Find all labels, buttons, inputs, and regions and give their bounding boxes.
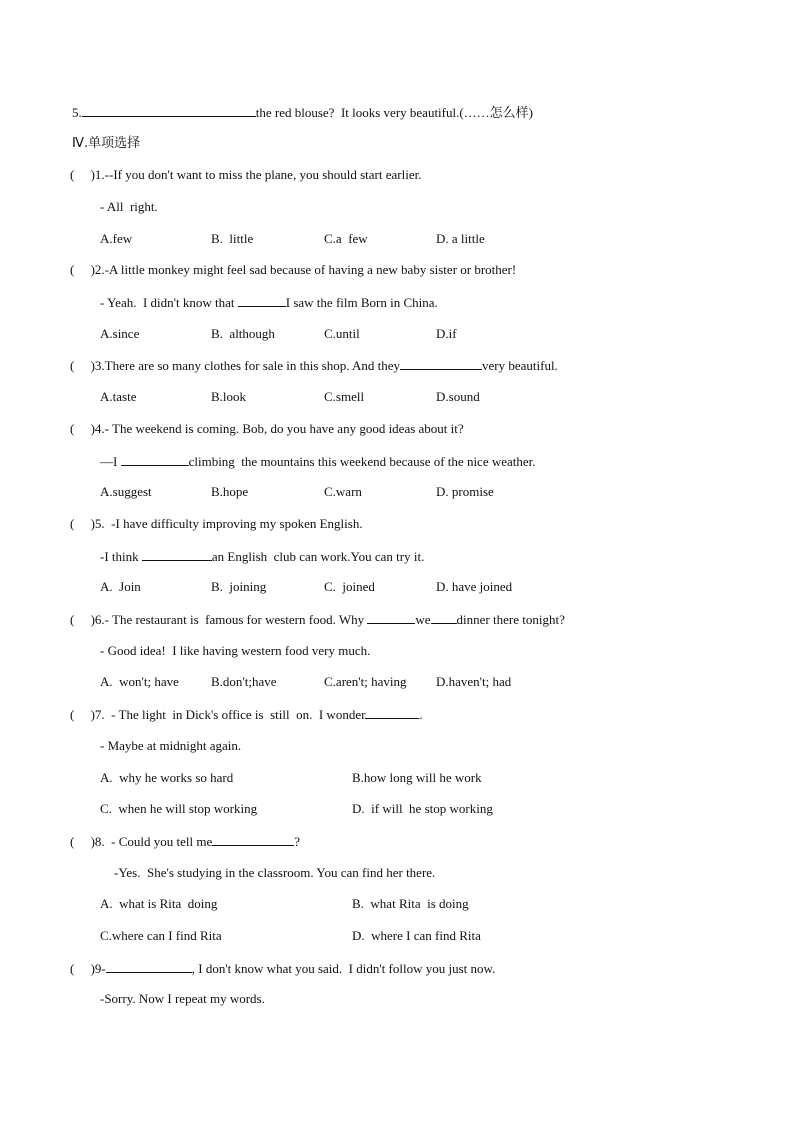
question-stem: dinner there tonight? — [456, 612, 565, 627]
question-stem: 3.There are so many clothes for sale in this shop. And they — [94, 358, 400, 373]
option-a[interactable]: A. won't; have — [100, 674, 179, 689]
reply-text: an English club can work.You can try it. — [211, 549, 425, 564]
answer-paren[interactable]: ( ) — [70, 516, 95, 531]
question-reply: - Good idea! I like having western food very much. — [100, 643, 371, 658]
option-b[interactable]: B. although — [211, 326, 275, 341]
question-stem: very beautiful. — [482, 358, 558, 373]
option-d[interactable]: D.sound — [436, 389, 480, 404]
question-stem: we — [415, 612, 431, 627]
option-d[interactable]: D. where I can find Rita — [352, 928, 481, 943]
question-stem: 8. - Could you tell me — [94, 834, 213, 849]
fill-question-number: 5. — [72, 105, 82, 120]
fill-question-text: the red blouse? It looks very beautiful.(……怎么样) — [255, 105, 534, 120]
question-reply — [100, 453, 536, 470]
option-b[interactable]: B. joining — [211, 579, 267, 594]
option-d[interactable]: D.if — [436, 326, 457, 341]
answer-paren[interactable]: ( ) — [70, 612, 95, 627]
answer-blank[interactable] — [367, 611, 415, 624]
reply-text: climbing the mountains this weekend because of the nice weather. — [188, 454, 536, 469]
answer-blank[interactable] — [400, 357, 482, 370]
answer-paren[interactable]: ( ) — [70, 707, 95, 722]
question-7 — [70, 706, 423, 723]
question-6 — [70, 611, 565, 628]
answer-blank[interactable] — [365, 706, 419, 719]
question-stem: 5. -I have difficulty improving my spoken English. — [94, 516, 363, 531]
option-b[interactable]: B. what Rita is doing — [352, 896, 469, 911]
answer-blank[interactable] — [142, 548, 212, 561]
question-stem: 4.- The weekend is coming. Bob, do you have any good ideas about it? — [94, 421, 464, 436]
option-c[interactable]: C.aren't; having — [324, 674, 407, 689]
option-a[interactable]: A. what is Rita doing — [100, 896, 218, 911]
answer-paren[interactable]: ( ) — [70, 421, 95, 436]
option-b[interactable]: B.look — [211, 389, 247, 404]
question-5 — [70, 516, 363, 532]
question-reply: - Maybe at midnight again. — [100, 738, 242, 753]
question-stem: 6.- The restaurant is famous for western food. Why — [94, 612, 368, 627]
option-a[interactable]: A.suggest — [100, 484, 152, 499]
answer-paren[interactable]: ( ) — [70, 961, 95, 976]
option-c[interactable]: C. when he will stop working — [100, 801, 258, 816]
option-c[interactable]: C.warn — [324, 484, 362, 499]
answer-paren[interactable]: ( ) — [70, 834, 95, 849]
question-stem: ? — [294, 834, 301, 849]
question-stem: 2.-A little monkey might feel sad because of having a new baby sister or brother! — [94, 262, 517, 277]
option-a[interactable]: A. why he works so hard — [100, 770, 234, 785]
option-c[interactable]: C.until — [324, 326, 360, 341]
answer-paren[interactable]: ( ) — [70, 358, 95, 373]
question-9 — [70, 960, 495, 977]
fill-question-5 — [72, 104, 533, 121]
question-1 — [70, 167, 421, 183]
reply-text: —I — [100, 454, 121, 469]
question-2 — [70, 262, 516, 278]
reply-text: -I think — [100, 549, 142, 564]
question-stem: 7. - The light in Dick's office is still on. I wonder — [94, 707, 366, 722]
question-reply — [100, 294, 438, 311]
question-reply — [100, 548, 424, 565]
option-a[interactable]: A. Join — [100, 579, 141, 594]
answer-blank[interactable] — [431, 611, 457, 624]
section-title: Ⅳ.单项选择 — [72, 136, 141, 151]
question-3 — [70, 357, 558, 374]
answer-blank[interactable] — [212, 833, 294, 846]
question-4 — [70, 421, 464, 437]
option-c[interactable]: C.smell — [324, 389, 365, 404]
answer-paren[interactable]: ( ) — [70, 167, 95, 182]
option-d[interactable]: D.haven't; had — [436, 674, 512, 689]
option-c[interactable]: C.where can I find Rita — [100, 928, 222, 943]
option-d[interactable]: D. have joined — [436, 579, 513, 594]
option-d[interactable]: D. if will he stop working — [352, 801, 493, 816]
answer-blank[interactable] — [106, 960, 192, 973]
reply-text: - Yeah. I didn't know that — [100, 295, 238, 310]
option-d[interactable]: D. promise — [436, 484, 494, 499]
option-b[interactable]: B.don't;have — [211, 674, 277, 689]
answer-paren[interactable]: ( ) — [70, 262, 95, 277]
answer-blank[interactable] — [121, 453, 189, 466]
option-a[interactable]: A.few — [100, 231, 133, 246]
question-stem: . — [419, 707, 423, 722]
question-reply: - All right. — [100, 199, 158, 214]
option-b[interactable]: B.hope — [211, 484, 249, 499]
answer-blank[interactable] — [238, 294, 286, 307]
option-d[interactable]: D. a little — [436, 231, 485, 246]
question-stem: 1.--If you don't want to miss the plane, you should start earlier. — [94, 167, 422, 182]
option-b[interactable]: B.how long will he work — [352, 770, 482, 785]
question-reply: -Yes. She's studying in the classroom. You can find her there. — [114, 865, 436, 880]
option-b[interactable]: B. little — [211, 231, 254, 246]
question-reply: -Sorry. Now I repeat my words. — [100, 991, 265, 1006]
option-c[interactable]: C.a few — [324, 231, 368, 246]
option-a[interactable]: A.taste — [100, 389, 137, 404]
option-a[interactable]: A.since — [100, 326, 140, 341]
reply-text: I saw the film Born in China. — [285, 295, 438, 310]
question-stem: , I don't know what you said. I didn't follow you just now. — [191, 961, 496, 976]
question-8 — [70, 833, 300, 850]
option-c[interactable]: C. joined — [324, 579, 375, 594]
question-stem: 9- — [94, 961, 106, 976]
answer-blank[interactable] — [82, 104, 256, 117]
